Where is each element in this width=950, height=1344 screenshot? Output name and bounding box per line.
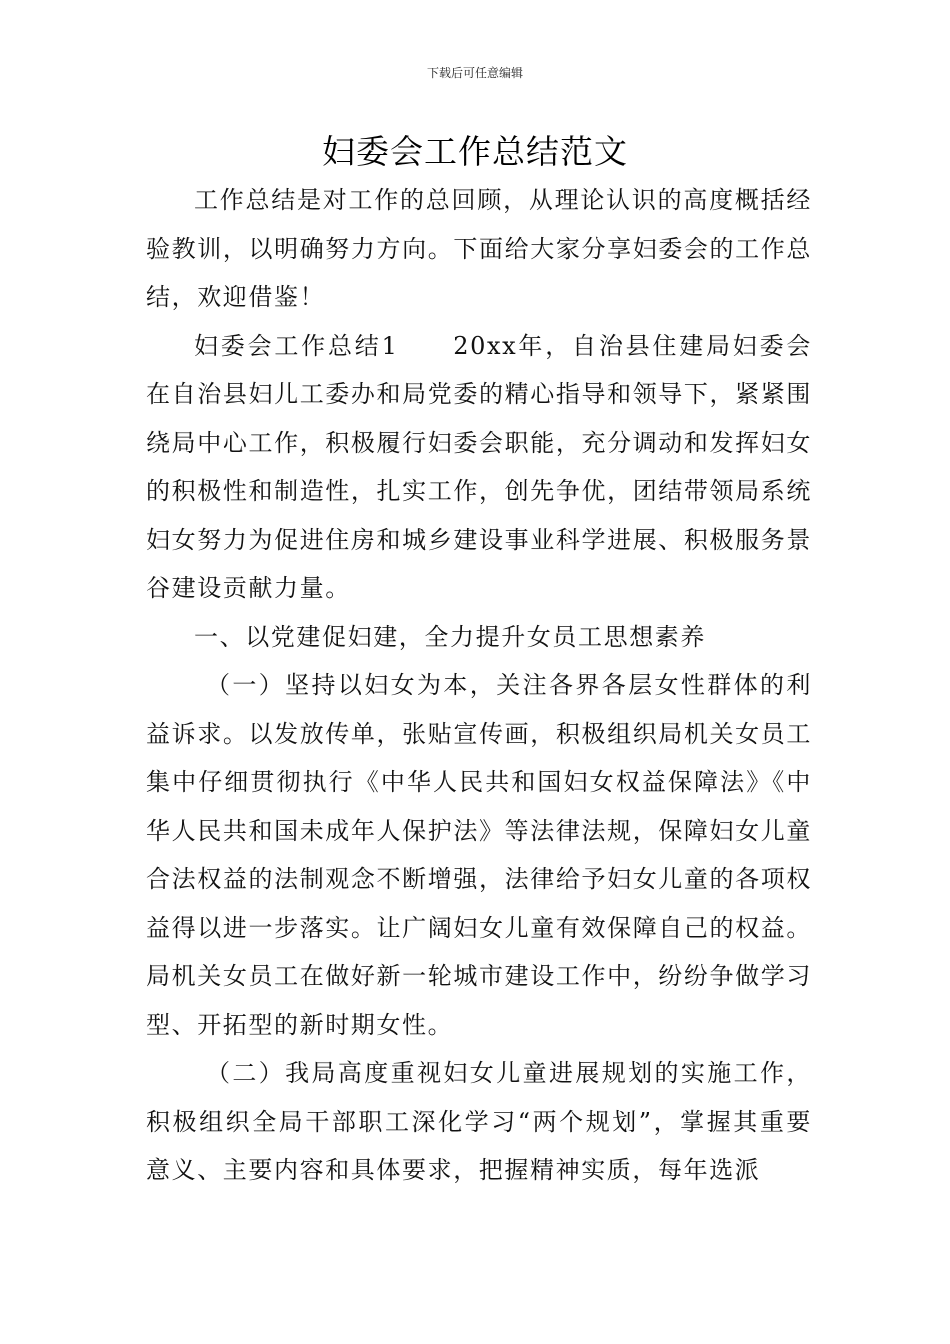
section-heading-1: 一、以党建促妇建，全力提升女员工思想素养 [194,622,706,651]
paragraph-summary-1: 妇委会工作总结1 20xx年，自治县住建局妇委会在自治县妇儿工委办和局党委的精心指导和领导下，紧紧围绕局中心工作，积极履行妇委会职能，充分调动和发挥妇女的积极性和制造性，扎实工作，创先争优，团结带领局系统妇女努力为促进住房和城乡建设事业科学进展、积极服务景谷建设贡献力量。 [146,331,812,602]
paragraph-item-2: （二）我局高度重视妇女儿童进展规划的实施工作，积极组织全局干部职工深化学习“两个规划”，掌握其重要意义、主要内容和具体要求，把握精神实质，每年选派 [146,1059,812,1184]
paragraph-intro: 工作总结是对工作的总回顾，从理论认识的高度概括经验教训，以明确努力方向。下面给大家分享妇委会的工作总结，欢迎借鉴！ [146,186,812,311]
document-body [146,176,812,1195]
page-header-note: 下载后可任意编辑 [426,66,523,80]
paragraph-item-1: （一）坚持以妇女为本，关注各界各层女性群体的利益诉求。以发放传单，张贴宣传画，积极组织局机关女员工集中仔细贯彻执行《中华人民共和国妇女权益保障法》《中华人民共和国未成年人保护法》等法律法规，保障妇女儿童合法权益的法制观念不断增强，法律给予妇女儿童的各项权益得以进一步落实。让广阔妇女儿童有效保障自己的权益。局机关女员工在做好新一轮城市建设工作中，纷纷争做学习型、开拓型的新时期女性。 [146,671,812,1039]
document-title: 妇委会工作总结范文 [322,132,628,171]
